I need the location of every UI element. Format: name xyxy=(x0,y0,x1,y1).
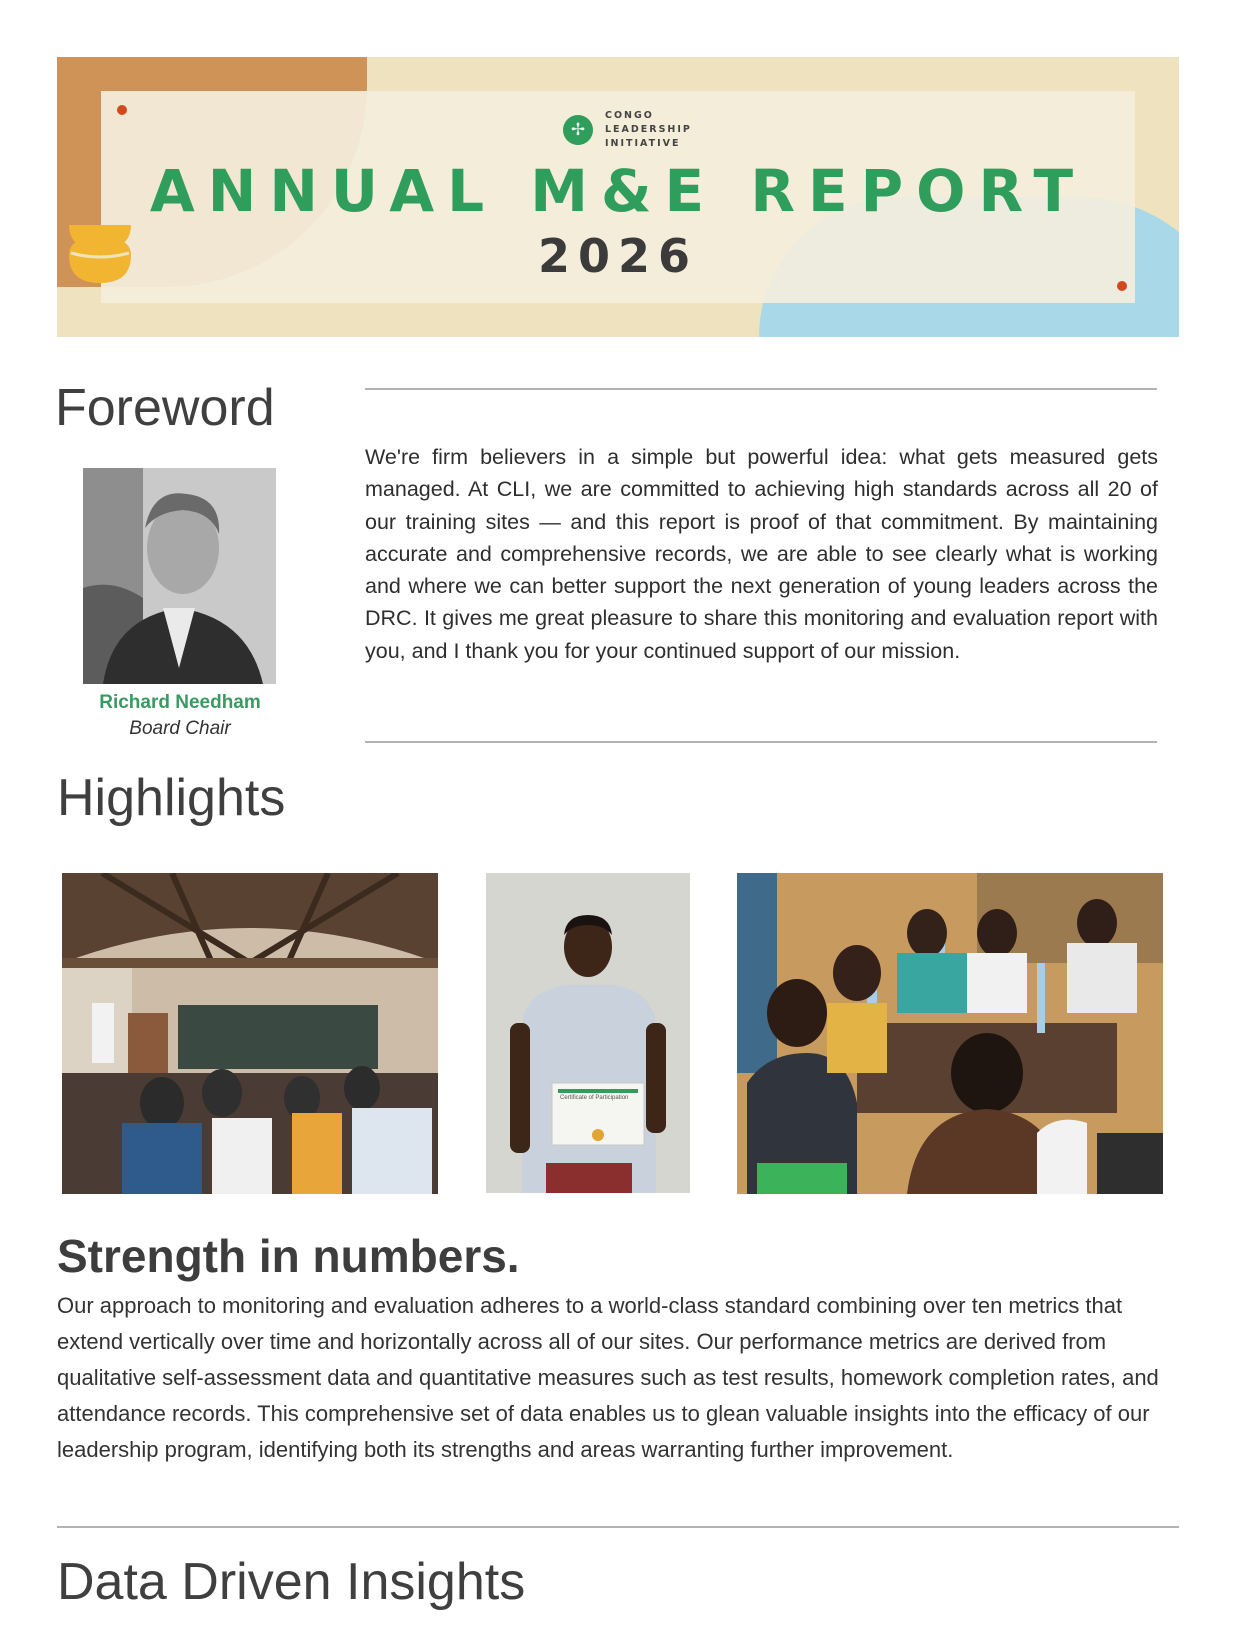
decorative-dot xyxy=(117,105,127,115)
author-role: Board Chair xyxy=(129,718,231,739)
classroom-photo xyxy=(62,873,438,1194)
highlights-heading: Highlights xyxy=(57,769,286,827)
org-name-line: LEADERSHIP xyxy=(605,124,692,135)
divider xyxy=(365,741,1157,743)
divider xyxy=(365,388,1157,390)
report-title: ANNUAL M&E REPORT xyxy=(149,157,1087,225)
foreword-body: We're firm believers in a simple but powerful idea: what gets measured gets managed. At CLI, we are committed to achieving high standards across all 20 of our training sites — and this report is proof of that commitment. By maintaining accurate and comprehensive records, we are able to see clearly what is working and where we can better support the next generation of young leaders across the DRC. It gives me great pleasure to share this monitoring and evaluation report with you, and I thank you for your continued support of our mission. xyxy=(365,445,1158,663)
insights-heading: Data Driven Insights xyxy=(57,1553,526,1611)
author-name: Richard Needham xyxy=(99,692,261,713)
report-year: 2026 xyxy=(537,229,699,283)
org-name-line: CONGO xyxy=(605,110,654,121)
author-portrait xyxy=(83,468,276,684)
strength-body: Our approach to monitoring and evaluation adheres to a world-class standard combining over ten metrics that extend vertically over time and horizontally across all of our sites. Our performance metrics are derived from qualitative self-assessment data and quantitative measures such as test results, homework completion rates, and attendance records. This comprehensive set of data enables us to glean valuable insights into the efficacy of our leadership program, identifying both its strengths and areas warranting further improvement. xyxy=(57,1293,1159,1462)
group-meeting-photo xyxy=(737,873,1163,1194)
cli-logo xyxy=(563,109,692,151)
report-banner xyxy=(57,57,1179,337)
org-name xyxy=(605,109,692,151)
graduate-with-certificate-photo xyxy=(486,873,690,1193)
divider xyxy=(57,1526,1179,1528)
cross-logo-icon: ✢ xyxy=(563,115,593,145)
strength-heading: Strength in numbers. xyxy=(57,1230,520,1282)
foreword-heading: Foreword xyxy=(55,379,275,437)
org-name-line: INITIATIVE xyxy=(605,138,681,149)
certificate-label: Certificate of Participation xyxy=(560,1095,629,1101)
